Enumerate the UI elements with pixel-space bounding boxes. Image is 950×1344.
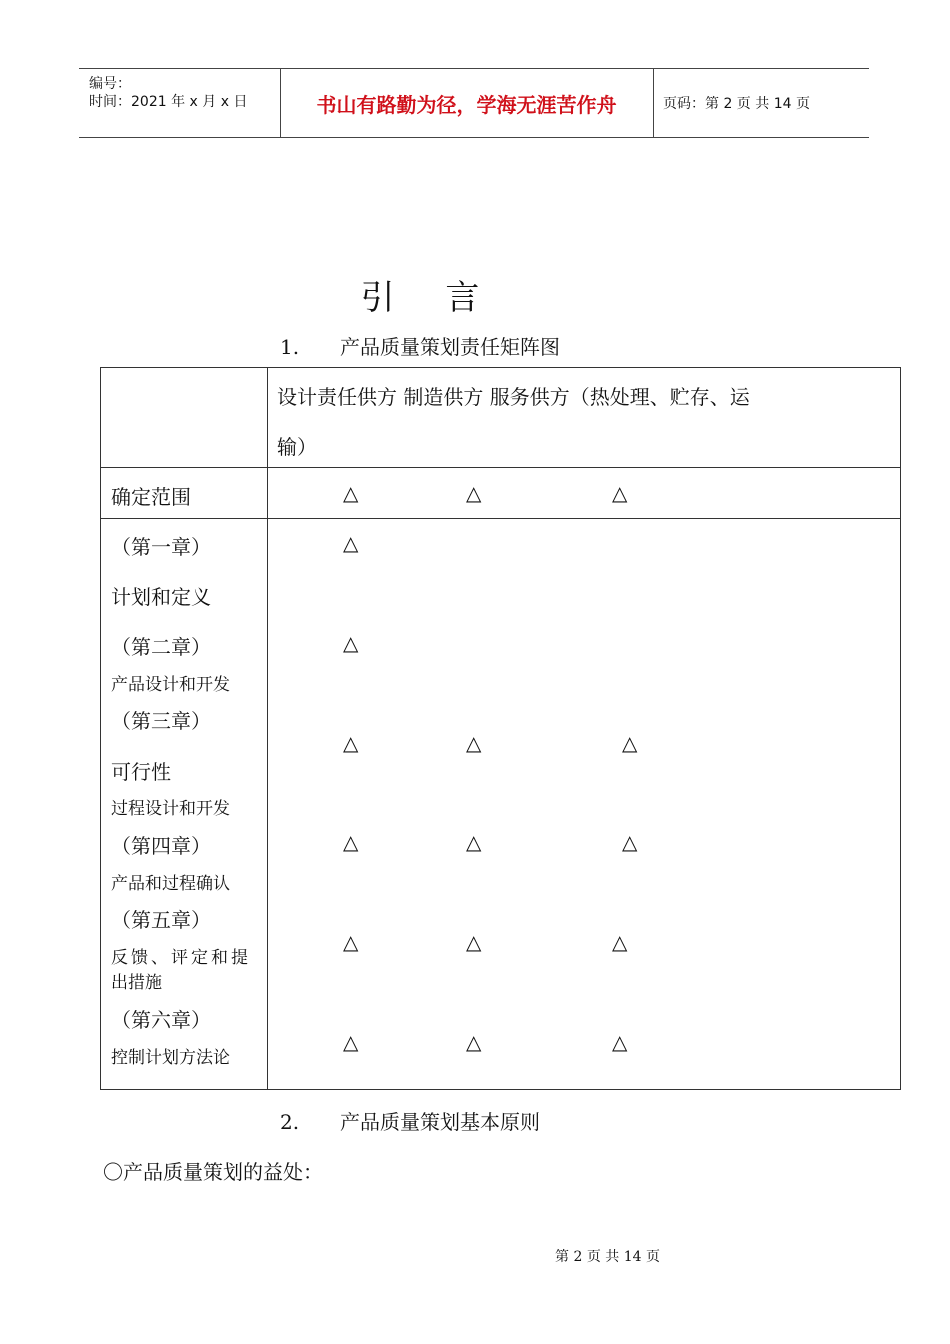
mark-triangle-icon: △ xyxy=(466,930,482,954)
table-header-line1: 设计责任供方 制造供方 服务供方（热处理、贮存、运 xyxy=(277,385,750,409)
doc-time-label: 时间：2021 年 x 月 x 日 xyxy=(89,94,248,110)
mark-triangle-icon: △ xyxy=(343,531,359,555)
chapter-3-label: （第三章） xyxy=(111,709,211,733)
mark-triangle-icon: △ xyxy=(622,731,638,755)
table-row-divider xyxy=(101,467,900,468)
chapter-4-name: 产品和过程确认 xyxy=(111,874,230,894)
mark-triangle-icon: △ xyxy=(612,481,628,505)
section-1-heading xyxy=(280,331,560,360)
chapter-6-name: 控制计划方法论 xyxy=(111,1048,230,1068)
benefit-heading: 〇产品质量策划的益处： xyxy=(103,1160,323,1184)
table-header-line2: 输） xyxy=(277,435,317,459)
section-2-number: 2. xyxy=(280,1110,300,1134)
section-1-text: 产品质量策划责任矩阵图 xyxy=(340,335,560,359)
chapter-3-name: 可行性 xyxy=(111,760,171,784)
mark-triangle-icon: △ xyxy=(343,631,359,655)
mark-triangle-icon: △ xyxy=(612,1030,628,1054)
section-2-heading xyxy=(280,1106,540,1135)
mark-triangle-icon: △ xyxy=(466,1030,482,1054)
chapter-5-name-line1: 反馈、评定和提 xyxy=(111,948,251,968)
mark-triangle-icon: △ xyxy=(466,731,482,755)
mark-triangle-icon: △ xyxy=(466,830,482,854)
chapter-3-subname: 过程设计和开发 xyxy=(111,799,230,819)
table-row-divider xyxy=(101,518,900,519)
chapter-2-label: （第二章） xyxy=(111,635,211,659)
chapter-5-name-line2: 出措施 xyxy=(111,973,162,993)
page-footer: 第 2 页 共 14 页 xyxy=(555,1249,660,1265)
page-header xyxy=(79,68,869,138)
header-page-label: 页码：第 2 页 共 14 页 xyxy=(663,96,810,112)
doc-number-label: 编号： xyxy=(89,76,131,92)
chapter-1-name: 计划和定义 xyxy=(111,585,211,609)
chapter-2-name: 产品设计和开发 xyxy=(111,675,230,695)
table-column-divider xyxy=(267,368,268,1089)
section-2-text: 产品质量策划基本原则 xyxy=(340,1110,540,1134)
mark-triangle-icon: △ xyxy=(466,481,482,505)
page-title: 引 言 xyxy=(360,278,500,318)
chapter-5-label: （第五章） xyxy=(111,908,211,932)
section-1-number: 1. xyxy=(280,335,300,359)
chapter-4-label: （第四章） xyxy=(111,834,211,858)
mark-triangle-icon: △ xyxy=(343,731,359,755)
header-motto: 书山有路勤为径，学海无涯苦作舟 xyxy=(280,69,654,137)
responsibility-matrix-table xyxy=(100,367,901,1090)
mark-triangle-icon: △ xyxy=(622,830,638,854)
chapter-6-label: （第六章） xyxy=(111,1008,211,1032)
mark-triangle-icon: △ xyxy=(343,830,359,854)
header-info-cell xyxy=(79,69,281,137)
mark-triangle-icon: △ xyxy=(612,930,628,954)
mark-triangle-icon: △ xyxy=(343,930,359,954)
row-label-scope: 确定范围 xyxy=(111,485,191,509)
mark-triangle-icon: △ xyxy=(343,1030,359,1054)
mark-triangle-icon: △ xyxy=(343,481,359,505)
chapter-1-label: （第一章） xyxy=(111,535,211,559)
